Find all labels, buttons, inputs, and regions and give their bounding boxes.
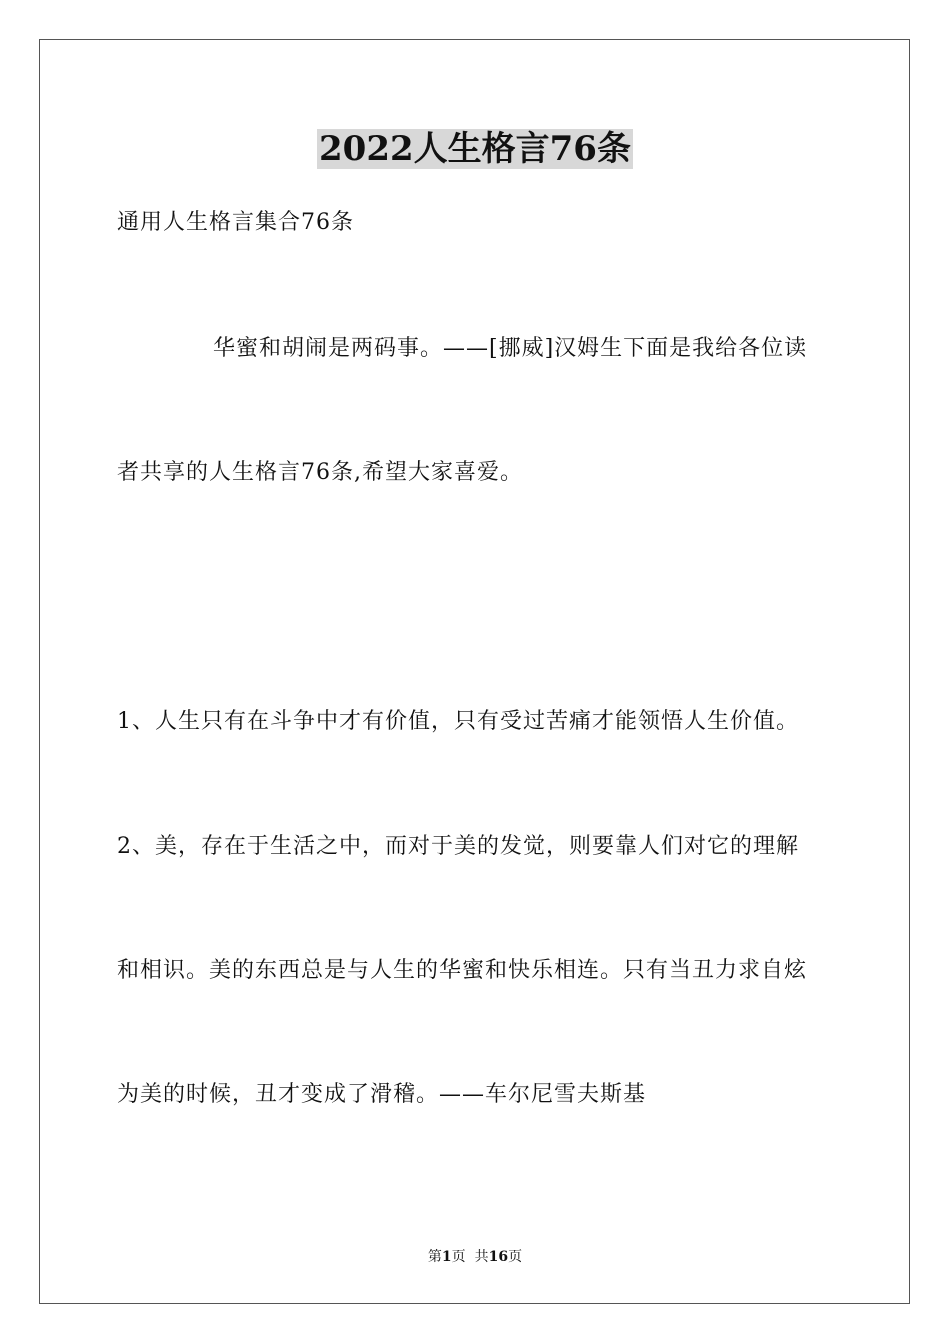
list-item-2-line-2: 和相识。美的东西总是与人生的华蜜和快乐相连。只有当丑力求自炫 (117, 958, 808, 983)
footer-page-mid: 页 共 (451, 1249, 489, 1265)
footer-page-prefix: 第 (427, 1249, 442, 1265)
footer-page-number: 1 (441, 1249, 452, 1265)
list-item-2-line-3: 为美的时候，丑才变成了滑稽。——车尔尼雪夫斯基 (117, 1082, 647, 1107)
footer-page-suffix: 页 (508, 1249, 523, 1265)
footer-page-total: 16 (488, 1249, 509, 1265)
intro-line-2: 者共享的人生格言76条,希望大家喜爱。 (117, 460, 523, 485)
intro-line-1: 华蜜和胡闹是两码事。——[挪威]汉姆生下面是我给各位读 (213, 336, 808, 361)
list-item-1-line-1: 1、人生只有在斗争中才有价值，只有受过苦痛才能领悟人生价值。 (117, 709, 799, 734)
list-item-2-line-1: 2、美，存在于生活之中，而对于美的发觉，则要靠人们对它的理解 (117, 834, 799, 859)
document-title (0, 126, 950, 172)
page-footer (0, 1248, 950, 1266)
document-title-text: 2022人生格言76条 (319, 129, 631, 169)
subtitle: 通用人生格言集合76条 (117, 210, 354, 235)
